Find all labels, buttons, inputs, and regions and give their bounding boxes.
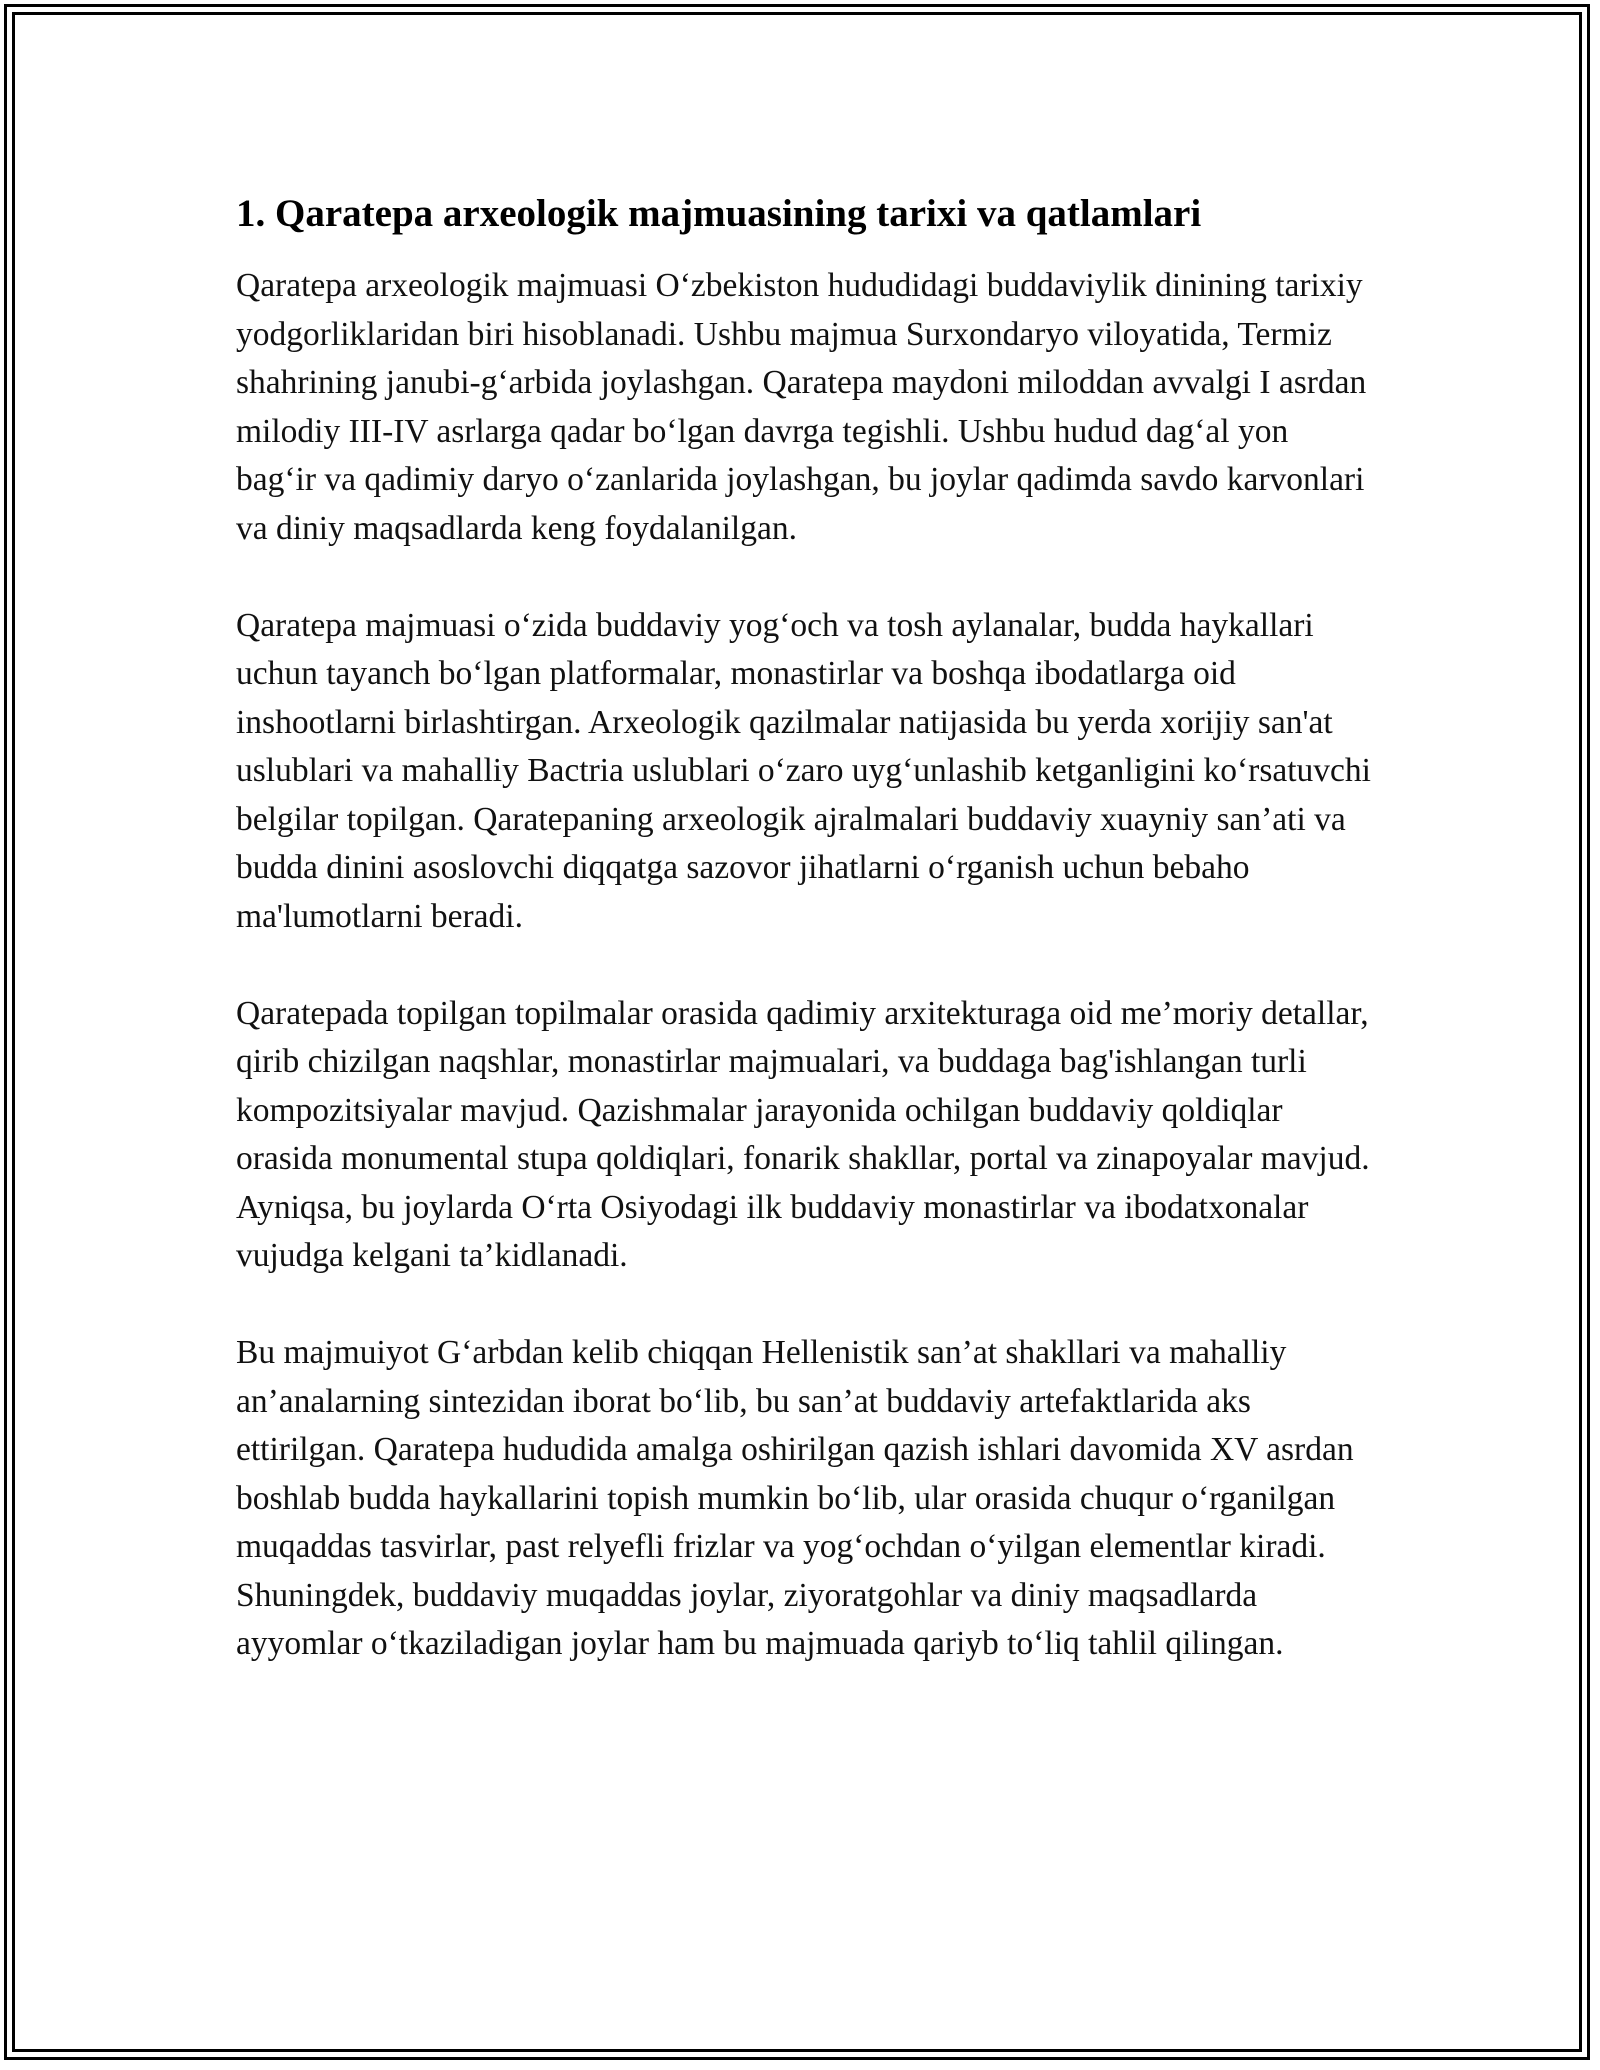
paragraph-3: Qaratepada topilgan topilmalar orasida qadimiy arxitekturaga oid me’moriy detallar, qirib chizilgan naqshlar, monastirlar majmualari, va buddaga bag'ishlangan turli kompozitsiyalar mavjud. Qazishmalar jarayonida ochilgan buddaviy qoldiqlar orasida monumental stupa qoldiqlari, fonarik shakllar, portal va zinapoyalar mavjud. Ayniqsa, bu joylarda O‘rta Osiyodagi ilk buddaviy monastirlar va ibodatxonalar vujudga kelgani ta’kidlanadi. [236,994,1370,1274]
section-title: 1. Qaratepa arxeologik majmuasining tarixi va qatlamlari [236,192,1202,235]
paragraph-4: Bu majmuiyot G‘arbdan kelib chiqqan Hellenistik san’at shakllari va mahalliy an’analarning sintezidan iborat bo‘lib, bu san’at buddaviy artefaktlarida aks ettirilgan. Qaratepa hududida amalga oshirilgan qazish ishlari davomida XV asrdan boshlab budda haykallarini topish mumkin bo‘lib, ular orasida chuqur o‘rganilgan muqaddas tasvirlar, past relyefli frizlar va yog‘ochdan o‘yilgan elementlar kiradi. Shuningdek, buddaviy muqaddas joylar, ziyoratgohlar va diniy maqsadlarda ayyomlar o‘tkaziladigan joylar ham bu majmuada qariyb to‘liq tahlil qilingan. [236,1334,1354,1662]
document-body [236,186,1376,1669]
paragraph-2: Qaratepa majmuasi o‘zida buddaviy yog‘och va tosh aylanalar, budda haykallari uchun tayanch bo‘lgan platformalar, monastirlar va boshqa ibodatlarga oid inshootlarni birlashtirgan. Arxeologik qazilmalar natijasida bu yerda xorijiy san'at uslublari va mahalliy Bactria uslublari o‘zaro uyg‘unlashib ketganligini ko‘rsatuvchi belgilar topilgan. Qaratepaning arxeologik ajralmalari buddaviy xuayniy san’ati va budda dinini asoslovchi diqqatga sazovor jihatlarni o‘rganish uchun bebaho ma'lumotlarni beradi. [236,606,1371,935]
paragraph-1: Qaratepa arxeologik majmuasi O‘zbekiston hududidagi buddaviylik dinining tarixiy yodgorliklaridan biri hisoblanadi. Ushbu majmua Surxondaryo viloyatida, Termiz shahrining janubi-g‘arbida joylashgan. Qaratepa maydoni miloddan avvalgi I asrdan milodiy III-IV asrlarga qadar bo‘lgan davrga tegishli. Ushbu hudud dag‘al yon bag‘ir va qadimiy daryo o‘zanlarida joylashgan, bu joylar qadimda savdo karvonlari va diniy maqsadlarda keng foydalanilgan. [236,267,1367,547]
